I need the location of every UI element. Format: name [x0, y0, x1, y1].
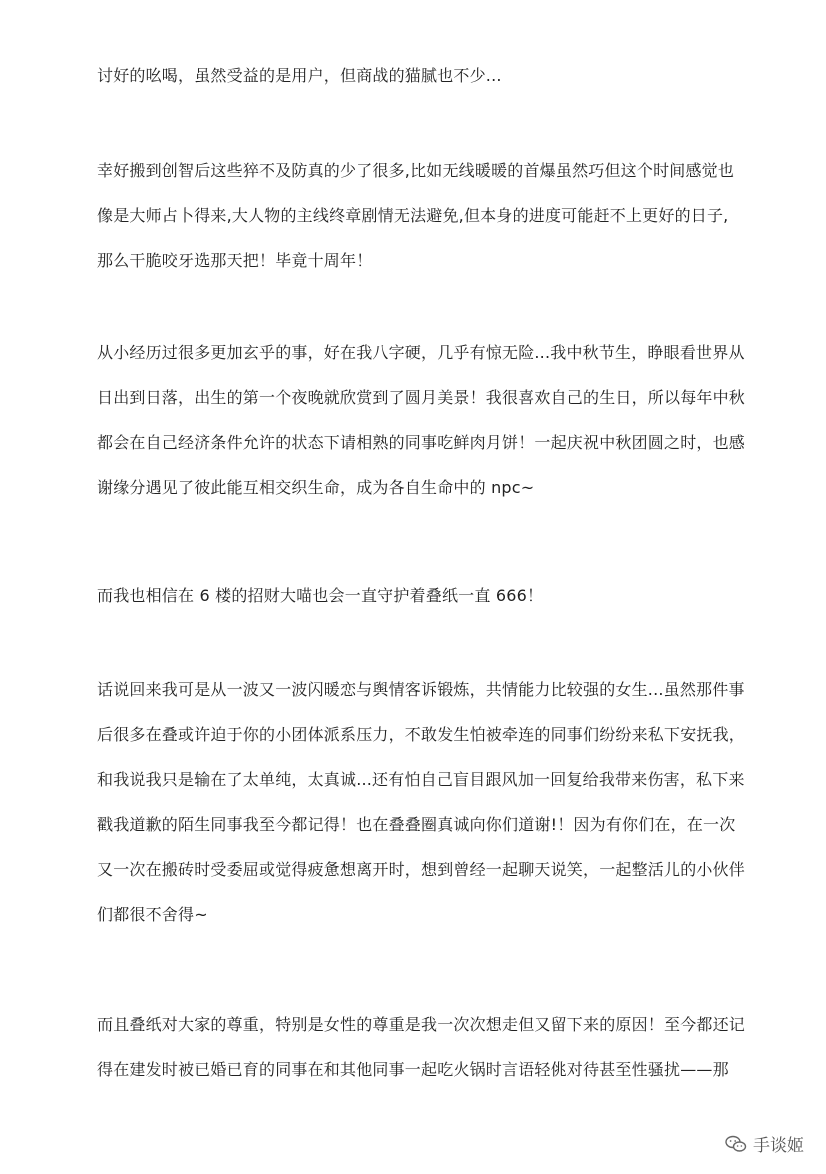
- text-line: 话说回来我可是从一波又一波闪暖恋与舆情客诉锻炼，共情能力比较强的女生...虽然那件事: [97, 680, 745, 699]
- text-line: 日出到日落，出生的第一个夜晚就欣赏到了圆月美景！我很喜欢自己的生日，所以每年中秋: [97, 388, 746, 407]
- text-line: 幸好搬到创智后这些猝不及防真的少了很多,比如无线暖暖的首爆虽然巧但这个时间感觉也: [97, 161, 735, 180]
- text-line: 后很多在叠或许迫于你的小团体派系压力，不敢发生怕被牵连的同事们纷纷来私下安抚我，: [97, 725, 746, 744]
- text-line: 那么干脆咬牙选那天把！毕竟十周年！: [97, 251, 373, 270]
- text-line: 得在建发时被已婚已育的同事在和其他同事一起吃火锅时言语轻佻对待甚至性骚扰——那: [97, 1060, 729, 1079]
- source-watermark: [725, 1131, 804, 1156]
- paragraph-2: [97, 148, 737, 283]
- text-line: 而我也相信在 6 楼的招财大喵也会一直守护着叠纸一直 666！: [97, 586, 544, 605]
- text-line: 和我说我只是输在了太单纯，太真诚...还有怕自己盲目跟风加一回复给我带来伤害，私下来: [97, 770, 745, 789]
- paragraph-5: [97, 667, 746, 937]
- text-line: 讨好的吆喝，虽然受益的是用户，但商战的猫腻也不少...: [97, 66, 502, 85]
- paragraph-3: [97, 330, 746, 510]
- text-line: 们都很不舍得~: [97, 905, 208, 924]
- text-line: 又一次在搬砖时受委屈或觉得疲惫想离开时，想到曾经一起聊天说笑，一起整活儿的小伙伴: [97, 860, 746, 879]
- watermark-text: 手谈姬: [753, 1136, 804, 1156]
- text-line: 戳我道歉的陌生同事我至今都记得！也在叠叠圈真诚向你们道谢!！因为有你们在，在一次: [97, 815, 736, 834]
- text-line: 像是大师占卜得来,大人物的主线终章剧情无法避免,但本身的进度可能赶不上更好的日子,: [97, 206, 729, 225]
- wechat-icon: [725, 1135, 747, 1153]
- text-line: 都会在自己经济条件允许的状态下请相熟的同事吃鲜肉月饼！一起庆祝中秋团圆之时，也感: [97, 433, 746, 452]
- paragraph-4: [97, 573, 737, 618]
- text-line: 而且叠纸对大家的尊重，特别是女性的尊重是我一次次想走但又留下来的原因！至今都还记: [97, 1015, 746, 1034]
- paragraph-1: [97, 53, 737, 98]
- paragraph-6: [97, 1002, 746, 1092]
- text-line: 从小经历过很多更加玄乎的事，好在我八字硬，几乎有惊无险...我中秋节生，睁眼看世界从: [97, 343, 745, 362]
- text-line: 谢缘分遇见了彼此能互相交织生命，成为各自生命中的 npc~: [97, 478, 535, 497]
